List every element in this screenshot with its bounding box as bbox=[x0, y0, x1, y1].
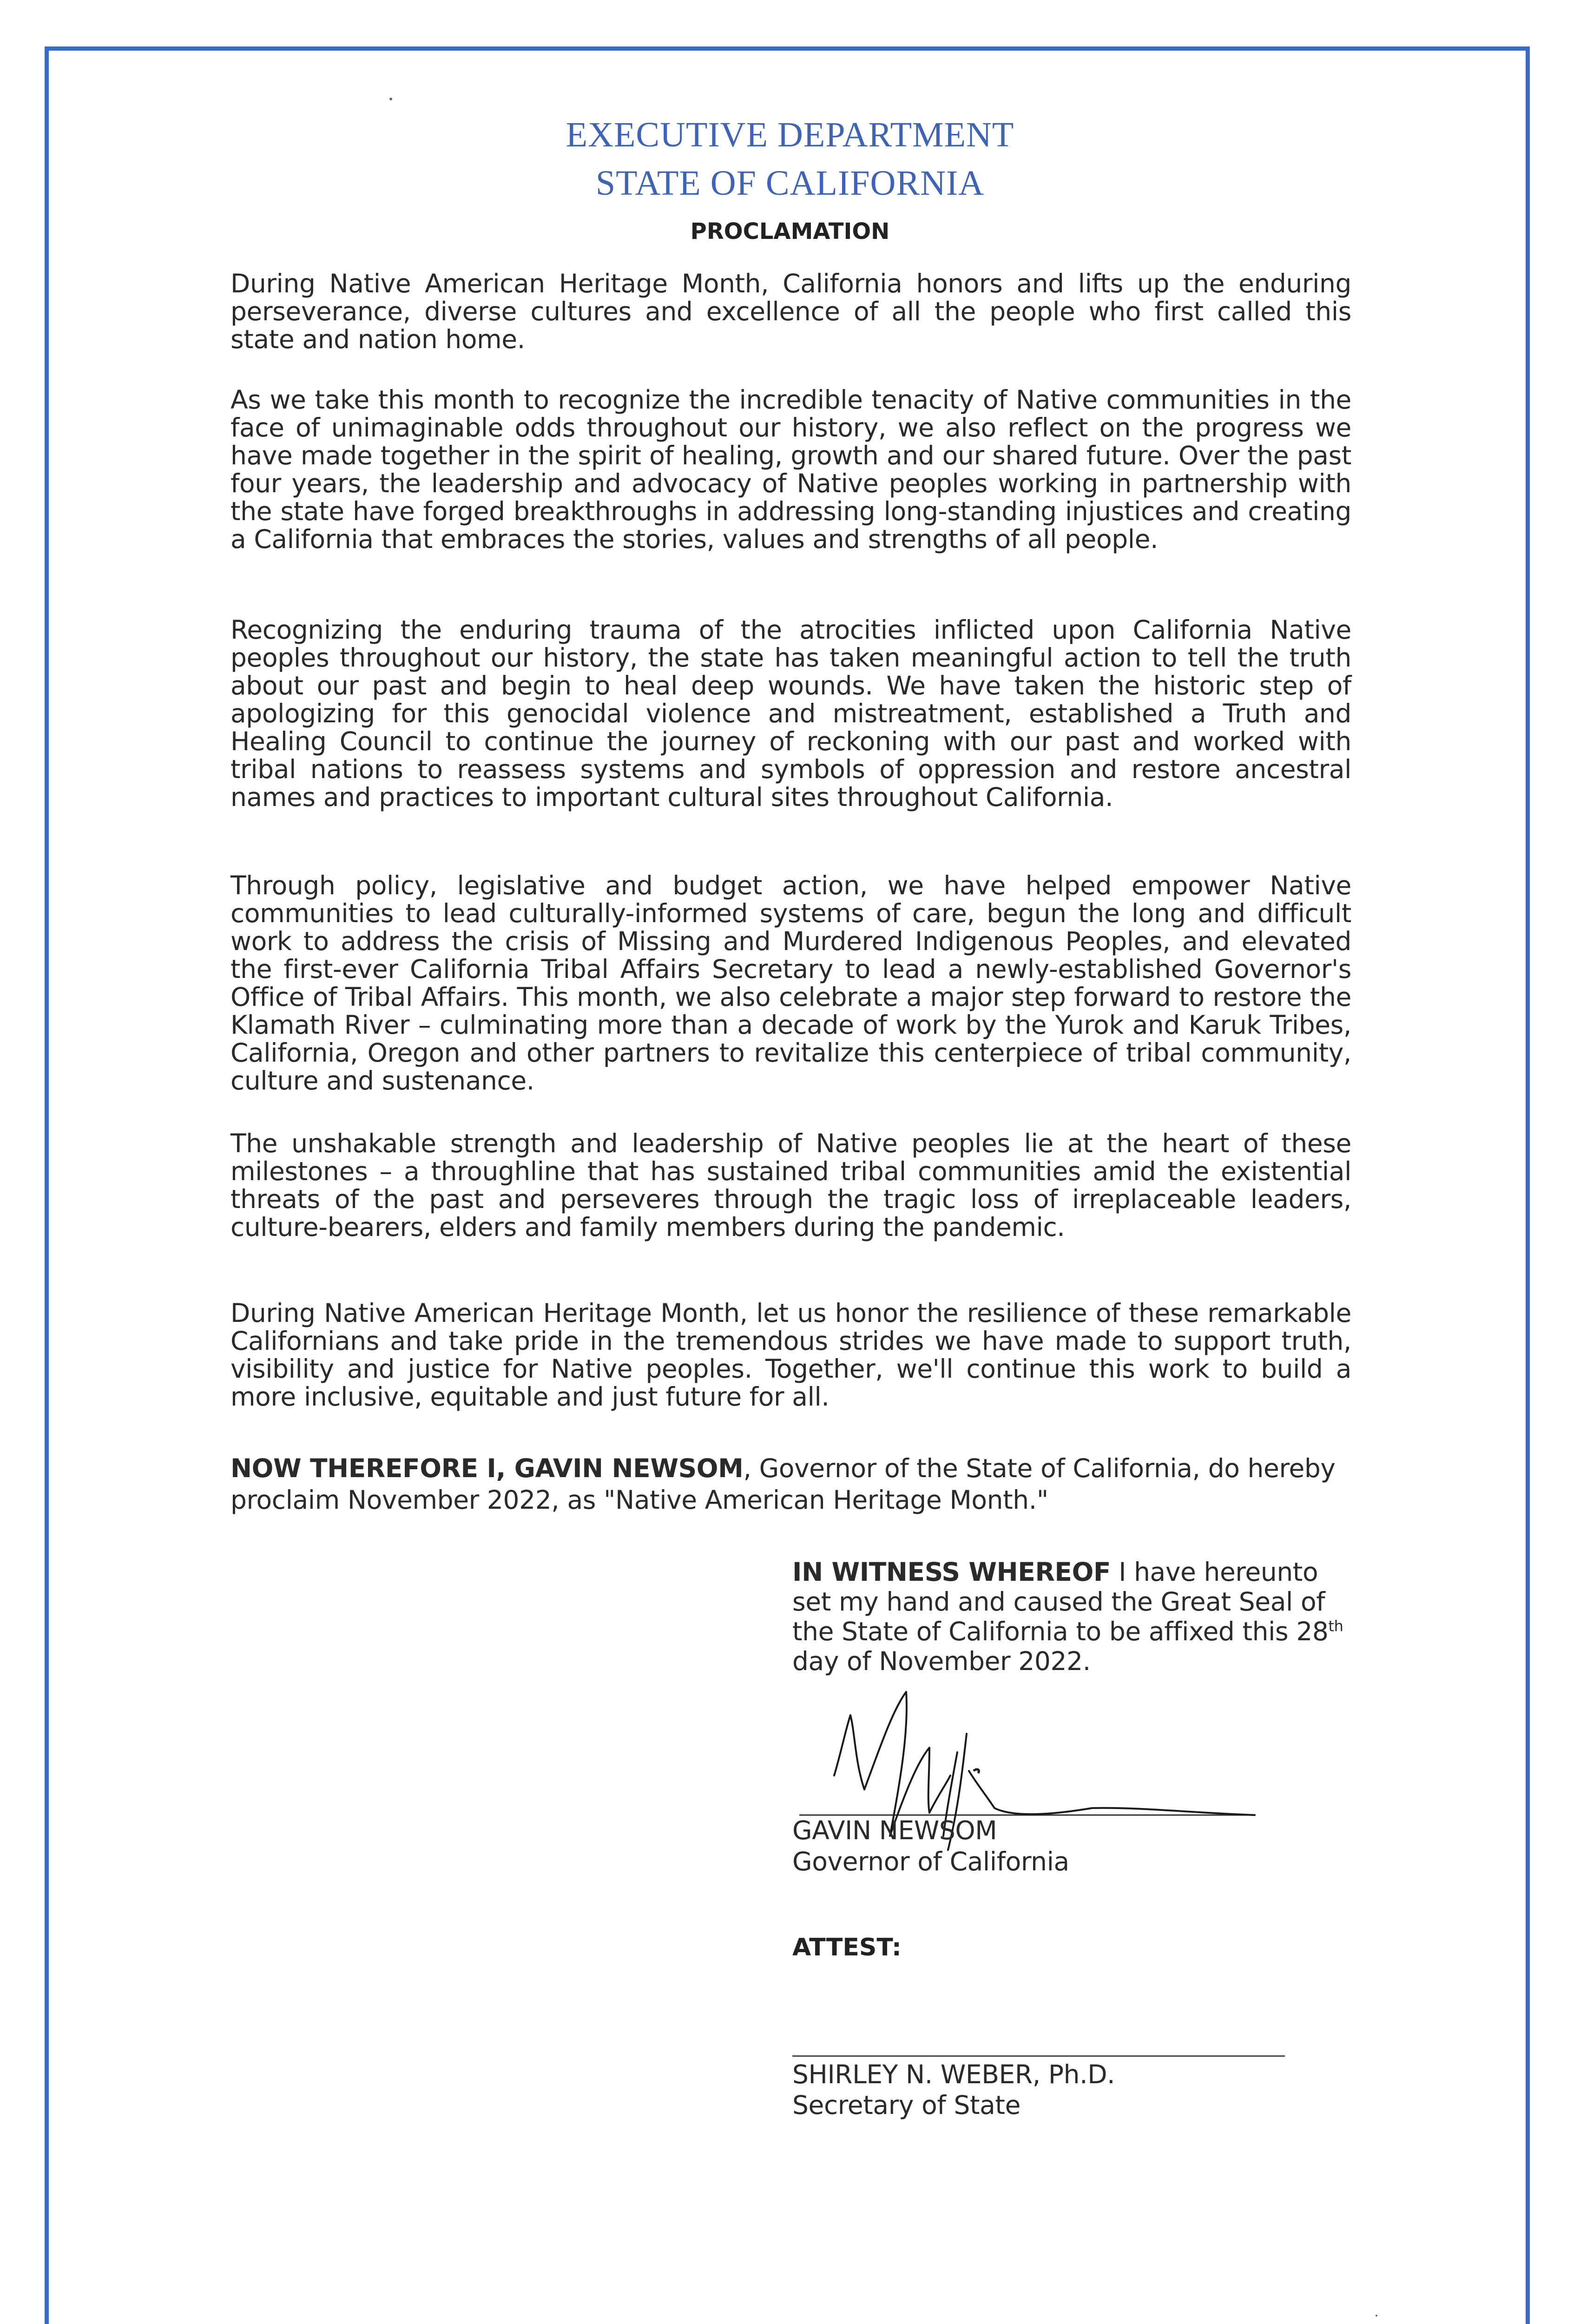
header-state: STATE OF CALIFORNIA bbox=[595, 164, 985, 203]
paragraph-text: The unshakable strength and leadership of Native peoples lie at the heart of these milestones – a throughline that has sustained tribal communities amid the existential threats of the past and perseveres through the tragic loss of irreplaceable leaders, culture-bearers, elders and family members during the pandemic. bbox=[230, 1129, 1351, 1242]
secretary-name: SHIRLEY N. WEBER, Ph.D. bbox=[792, 2060, 1115, 2089]
paragraph-1 bbox=[230, 270, 1351, 353]
proclamation-title: PROCLAMATION bbox=[690, 218, 890, 244]
governor-title: Governor of California bbox=[792, 1847, 1069, 1876]
proclamation-statement bbox=[230, 1452, 1355, 1516]
witness-statement bbox=[792, 1557, 1357, 1676]
attest-signature-line bbox=[792, 2055, 1285, 2057]
governor-name: GAVIN NEWSOM bbox=[792, 1816, 997, 1845]
paragraph-text: Recognizing the enduring trauma of the atrocities inflicted upon California Native peoples throughout our history, the state has taken meaningful action to tell the truth about our past and begin to heal deep wounds. We have taken the historic step of apologizing for this genocidal violence and mistreatment, established a Truth and Healing Council to continue the journey of reckoning with our past and worked with tribal nations to reassess systems and symbols of oppression and restore ancestral names and practices to important cultural sites throughout California. bbox=[230, 615, 1351, 812]
witness-date-text: day of November 2022. bbox=[792, 1646, 1091, 1676]
attest-label: ATTEST: bbox=[792, 1934, 902, 1961]
paragraph-3 bbox=[230, 616, 1351, 811]
paragraph-5 bbox=[230, 1129, 1351, 1241]
paragraph-2 bbox=[230, 386, 1351, 553]
paragraph-text: Through policy, legislative and budget action, we have helped empower Native communities to lead culturally-informed systems of care, begun the long and difficult work to address the crisis of Missing and Murdered Indigenous Peoples, and elevated the first-ever California Tribal Affairs Secretary to lead a newly-established Governor's Office of Tribal Affairs. This month, we also celebrate a major step forward to restore the Klamath River – culminating more than a decade of work by the Yurok and Karuk Tribes, California, Oregon and other partners to revitalize this centerpiece of tribal community, culture and sustenance. bbox=[230, 871, 1351, 1096]
proclamation-text: , Governor of the State of California, do hereby proclaim November 2022, as "Native American Heritage Month." bbox=[230, 1453, 1336, 1515]
witness-ordinal: th bbox=[1328, 1617, 1343, 1635]
paragraph-6 bbox=[230, 1299, 1351, 1411]
header-department: EXECUTIVE DEPARTMENT bbox=[566, 115, 1014, 154]
scan-speck bbox=[389, 98, 392, 100]
secretary-title: Secretary of State bbox=[792, 2090, 1021, 2120]
witness-text: I have hereunto set my hand and caused the Great Seal of the State of California to be affixed this 28 bbox=[792, 1557, 1329, 1646]
paragraph-text: As we take this month to recognize the incredible tenacity of Native communities in the face of unimaginable odds throughout our history, we also reflect on the progress we have made together in the spirit of healing, growth and our shared future. Over the past four years, the leadership and advocacy of Native peoples working in partnership with the state have forged breakthroughs in addressing long-standing injustices and creating a California that embraces the stories, values and strengths of all people. bbox=[230, 385, 1351, 554]
witness-lead: IN WITNESS WHEREOF bbox=[792, 1557, 1111, 1587]
paragraph-text: During Native American Heritage Month, let us honor the resilience of these remarkable Californians and take pride in the tremendous strides we have made to support truth, visibility and justice for Native peoples. Together, we'll continue this work to build a more inclusive, equitable and just future for all. bbox=[230, 1298, 1351, 1412]
paragraph-4 bbox=[230, 872, 1351, 1095]
paragraph-text: During Native American Heritage Month, California honors and lifts up the enduring perseverance, diverse cultures and excellence of all the people who first called this state and nation home. bbox=[230, 269, 1351, 354]
scan-speck bbox=[1376, 2315, 1377, 2317]
proclamation-lead: NOW THEREFORE I, GAVIN NEWSOM bbox=[230, 1453, 744, 1483]
